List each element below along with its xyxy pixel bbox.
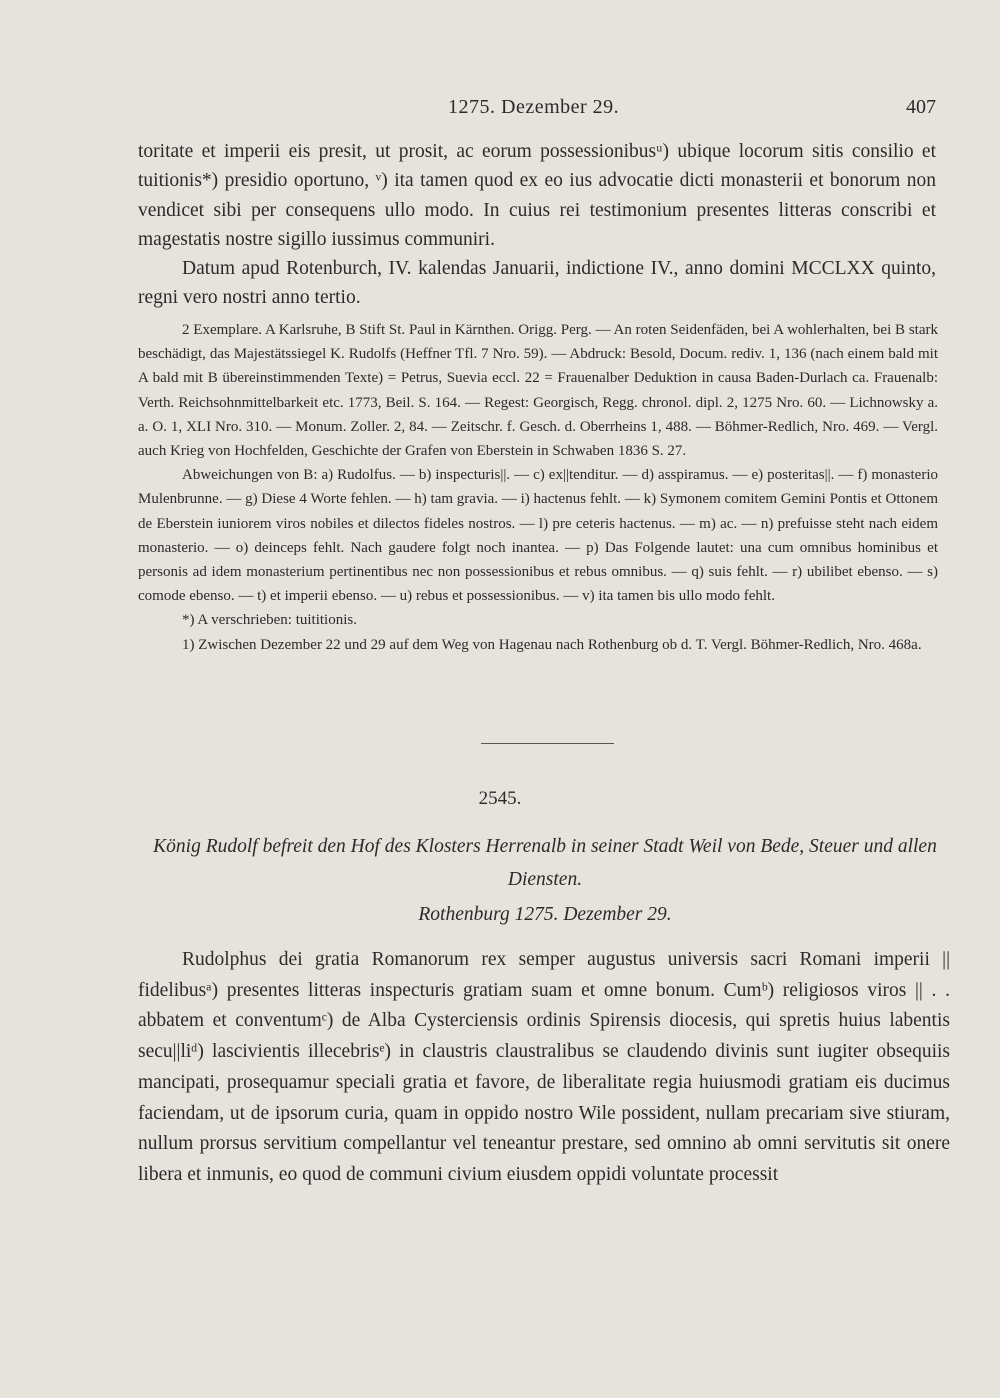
running-header bbox=[138, 96, 936, 126]
apparatus-notes bbox=[138, 318, 938, 657]
page-number: 407 bbox=[906, 96, 936, 118]
continued-charter-text bbox=[138, 137, 936, 313]
datum-line: Datum apud Rotenburch, IV. kalendas Januarii, indictione IV., anno domini MCCLXX quinto, regni vero nostri anno tertio. bbox=[138, 258, 936, 309]
exemplare-note: 2 Exemplare. A Karlsruhe, B Stift St. Paul in Kärnthen. Origg. Perg. — An roten Seidenfäden, bei A wohlerhalten, bei B stark beschädigt, das Majestätssiegel K. Rudolfs (Heffner Tfl. 7 Nro. 59). — Abdruck: Besold, Docum. rediv. 1, 136 (nach einem bald mit A bald mit B übereinstimmenden Texte) = Petrus, Suevia eccl. 22 = Frauenalber Deduktion in causa Baden-Durlach ca. Frauenalb: Verth. Reichsohnmittelbarkeit etc. 1773, Beil. S. 164. — Regest: Georgisch, Regg. chronol. dipl. 2, 1275 Nro. 60. — Lichnowsky a. a. O. 1, XLI Nro. 310. — Monum. Zoller. 2, 84. — Zeitschr. f. Gesch. d. Oberrheins 1, 488. — Böhmer-Redlich, Nro. 469. — Vergl. auch Krieg von Hochfelden, Geschichte der Grafen von Eberstein in Schwaben 1836 S. 27. bbox=[138, 322, 938, 460]
place-and-date: Rothenburg 1275. Dezember 29. bbox=[418, 904, 672, 925]
header-date: 1275. Dezember 29. bbox=[448, 96, 620, 118]
charter-paragraph: toritate et imperii eis presit, ut prosit, ac eorum possessionibusᵘ) ubique locorum sitis consilio et tuitionis*) presidio oportuno, ᵛ) ita tamen quod ex eo ius advocatie dicti monasterii et bonorum non vendicet sibi per consequens ullo modo. In cuius rei testimonium presentes litteras conscribi et magestatis nostre sigillo iussimus communiri. bbox=[138, 141, 936, 250]
charter-body: Rudolphus dei gratia Romanorum rex semper augustus universis sacri Romani imperii || fidelibusᵃ) presentes litteras inspecturis gratiam suam et omne bonum. Cumᵇ) religiosos viros || . . abbatem et conventumᶜ) de Alba Cysterciensis ordinis Spirensis diocesis, qui spretis huius labentis secu||liᵈ) lascivientis illecebrisᵉ) in claustris claustralibus se claudendo divinis sunt iugiter obsequiis mancipati, prosequamur speciali gratia et favore, de liberalitate regia huiusmodi gratiam eis ducimus faciendam, ut de ipsorum curia, quam in oppido nostro Wile possident, nullam precariam sive stiuram, nullum prorsus servitium compellantur vel teneantur prestare, sed omnino ab omni servitutis sit onere libera et inmunis, eo quod de communi civium eiusdem oppidi voluntate processit bbox=[138, 949, 950, 1185]
asterisk-note: *) A verschrieben: tuititionis. bbox=[182, 612, 357, 629]
document-regest: König Rudolf befreit den Hof des Klosters Herrenalb in seiner Stadt Weil von Bede, Steuer und allen Diensten. bbox=[153, 836, 937, 890]
footnote-1: 1) Zwischen Dezember 22 und 29 auf dem Weg von Hagenau nach Rothenburg ob d. T. Vergl. Böhmer-Redlich, Nro. 468a. bbox=[182, 636, 922, 653]
charter-text bbox=[138, 945, 950, 1191]
section-divider bbox=[481, 743, 614, 744]
document-number: 2545. bbox=[478, 788, 522, 809]
variant-readings-note: Abweichungen von B: a) Rudolfus. — b) inspecturis||. — c) ex||tenditur. — d) asspiramus. — e) posteritas||. — f) monasterio Mulenbrunne. — g) Diese 4 Worte fehlen. — h) tam gravia. — i) hactenus fehlt. — k) Symonem comitem Gemini Pontis et Ottonem de Eberstein iuniorem viros nobiles et dilectos fideles nostros. — l) pre ceteris hactenus. — m) ac. — n) prefuisse steht nach eidem monasterio. — o) deinceps fehlt. Nach gaudere folgt noch inantea. — p) Das Folgende lautet: una cum omnibus hominibus et personis ad idem monasterium pertinentibus nec non possessionibus et rebus omnibus. — q) suis fehlt. — r) ubilibet ebenso. — s) comode ebenso. — t) et imperii ebenso. — u) rebus et possessionibus. — v) ita tamen bis ullo modo fehlt. bbox=[138, 467, 938, 605]
